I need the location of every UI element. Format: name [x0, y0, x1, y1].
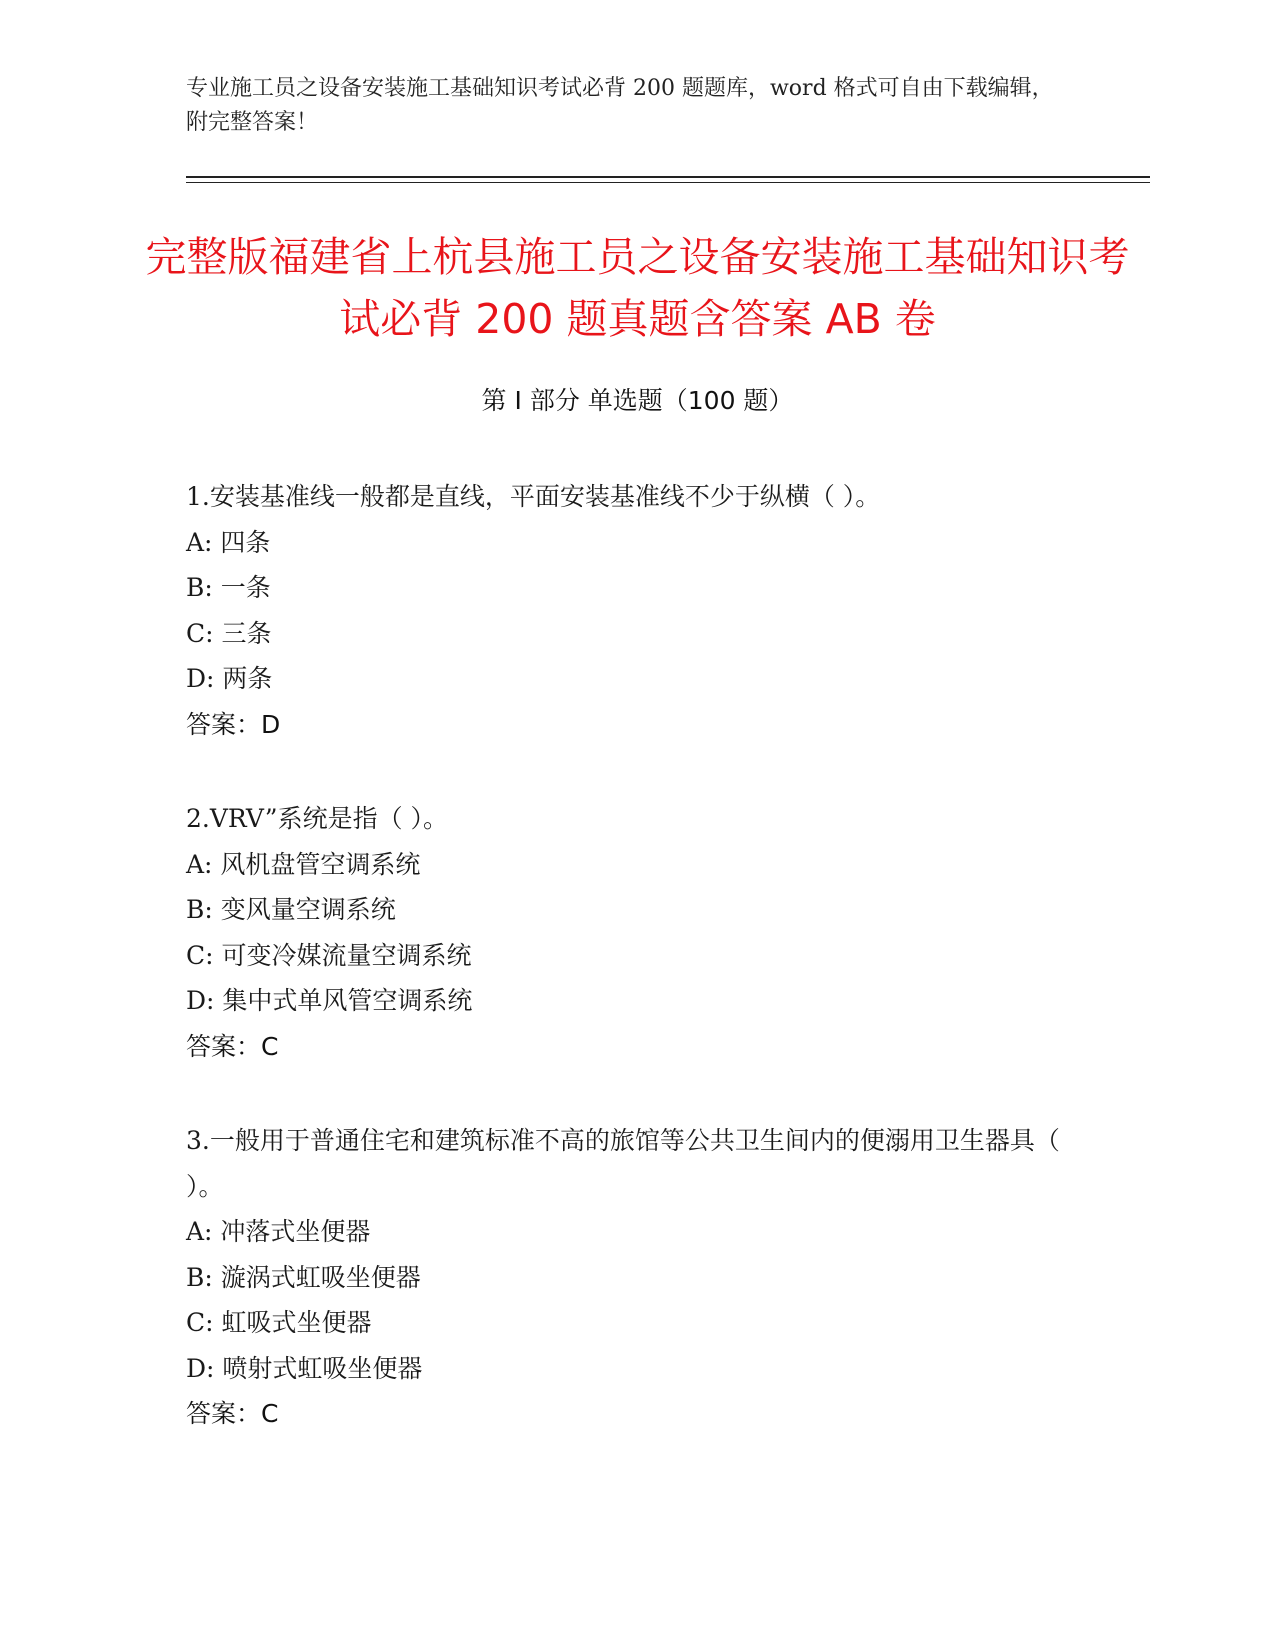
- answer-line: 答案：C: [186, 1031, 279, 1061]
- question-stem: 3.一般用于普通住宅和建筑标准不高的旅馆等公共卫生间内的便溺用卫生器具（ ）。: [186, 1126, 1060, 1201]
- question-stem: 2.VRV”系统是指（ ）。: [186, 804, 449, 833]
- option-a: A: 四条: [186, 527, 271, 557]
- option-c: C: 可变冷媒流量空调系统: [186, 940, 472, 970]
- question-stem: 1.安装基准线一般都是直线，平面安装基准线不少于纵横（ ）。: [186, 482, 881, 511]
- option-b: B: 变风量空调系统: [186, 895, 396, 924]
- header-divider-thick: [186, 176, 1150, 178]
- option-d: D: 集中式单风管空调系统: [186, 986, 473, 1015]
- option-a: A: 冲落式坐便器: [186, 1217, 371, 1246]
- option-c: C: 三条: [186, 618, 272, 648]
- document-title: 完整版福建省上杭县施工员之设备安装施工基础知识考试必背 200 题真题含答案 AB 卷: [145, 233, 1130, 343]
- question-1: [186, 474, 1066, 747]
- option-b: B: 漩涡式虹吸坐便器: [186, 1262, 421, 1292]
- question-list: [186, 474, 1066, 1486]
- option-c: C: 虹吸式坐便器: [186, 1308, 372, 1337]
- header-note: 专业施工员之设备安装施工基础知识考试必背 200 题题库，word 格式可自由下载编辑，附完整答案！: [186, 76, 1054, 135]
- question-2: [186, 796, 1066, 1069]
- answer-line: 答案：D: [186, 709, 281, 739]
- option-b: B: 一条: [186, 573, 271, 602]
- question-3: [186, 1118, 1066, 1437]
- section-heading: 第 I 部分 单选题（100 题）: [481, 386, 794, 415]
- option-a: A: 风机盘管空调系统: [186, 849, 421, 879]
- option-d: D: 两条: [186, 664, 273, 693]
- answer-line: 答案：C: [186, 1399, 279, 1428]
- option-d: D: 喷射式虹吸坐便器: [186, 1353, 423, 1383]
- header-divider-thin: [186, 182, 1150, 183]
